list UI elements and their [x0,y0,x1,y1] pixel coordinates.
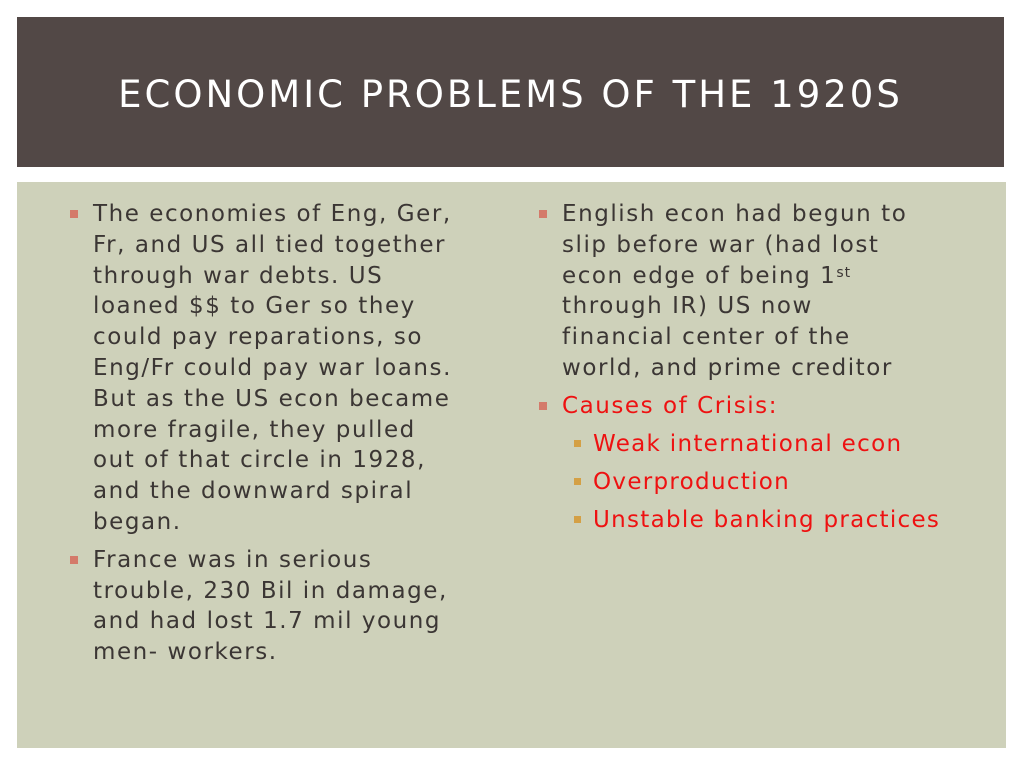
text-line: financial center of the [562,324,851,351]
text-line: loaned $$ to Ger so they [93,293,416,320]
text-line: slip before war (had lost [562,231,880,258]
square-bullet-icon [539,210,547,218]
text-line: could pay reparations, so [93,324,424,351]
text-line: world, and prime creditor [562,354,893,381]
slide-title: ECONOMIC PROBLEMS OF THE 1920S [118,72,903,116]
text-line: through IR) US now [562,293,813,320]
text-line: men- workers. [93,639,278,666]
title-bar [17,17,1004,167]
ordinal-superscript: st [836,264,852,281]
bullet-france [67,545,487,668]
text-line: began. [93,508,182,535]
bullet-war-debts [67,199,487,538]
sub-bullet-weak-econ [536,429,996,459]
text-line: The economies of Eng, Ger, [93,201,452,227]
square-sub-bullet-icon [574,440,581,447]
square-bullet-icon [70,210,78,218]
bullet-english-econ [536,199,996,384]
content-area [17,182,1006,748]
sub-bullet-banking [536,505,996,535]
text-line: But as the US econ became [93,385,451,412]
square-sub-bullet-icon [574,516,581,523]
bullet-causes-of-crisis [536,391,996,422]
text-line: out of that circle in 1928, [93,447,426,474]
square-sub-bullet-icon [574,478,581,485]
text-line: and had lost 1.7 mil young [93,608,442,635]
text-line: more fragile, they pulled [93,416,416,443]
left-column [67,199,487,675]
text-line: through war debts. US [93,262,384,289]
text-fragment: econ edge of being 1 [562,262,837,289]
text-line: Fr, and US all tied together [93,231,447,258]
text-line: and the downward spiral [93,478,414,505]
sub-bullet-overproduction [536,467,996,497]
sub-bullet-text: Weak international econ [593,430,903,457]
text-line: trouble, 230 Bil in damage, [93,577,448,604]
sub-bullet-text: Overproduction [593,468,791,495]
text-line: Eng/Fr could pay war loans. [93,354,452,381]
text-line: English econ had begun to [562,201,908,227]
text-line [562,261,996,292]
square-bullet-icon [539,402,547,410]
text-line: France was in serious [93,546,373,573]
right-column [536,199,996,543]
square-bullet-icon [70,556,78,564]
causes-heading: Causes of Crisis: [562,392,778,419]
sub-bullet-text: Unstable banking practices [593,506,941,533]
